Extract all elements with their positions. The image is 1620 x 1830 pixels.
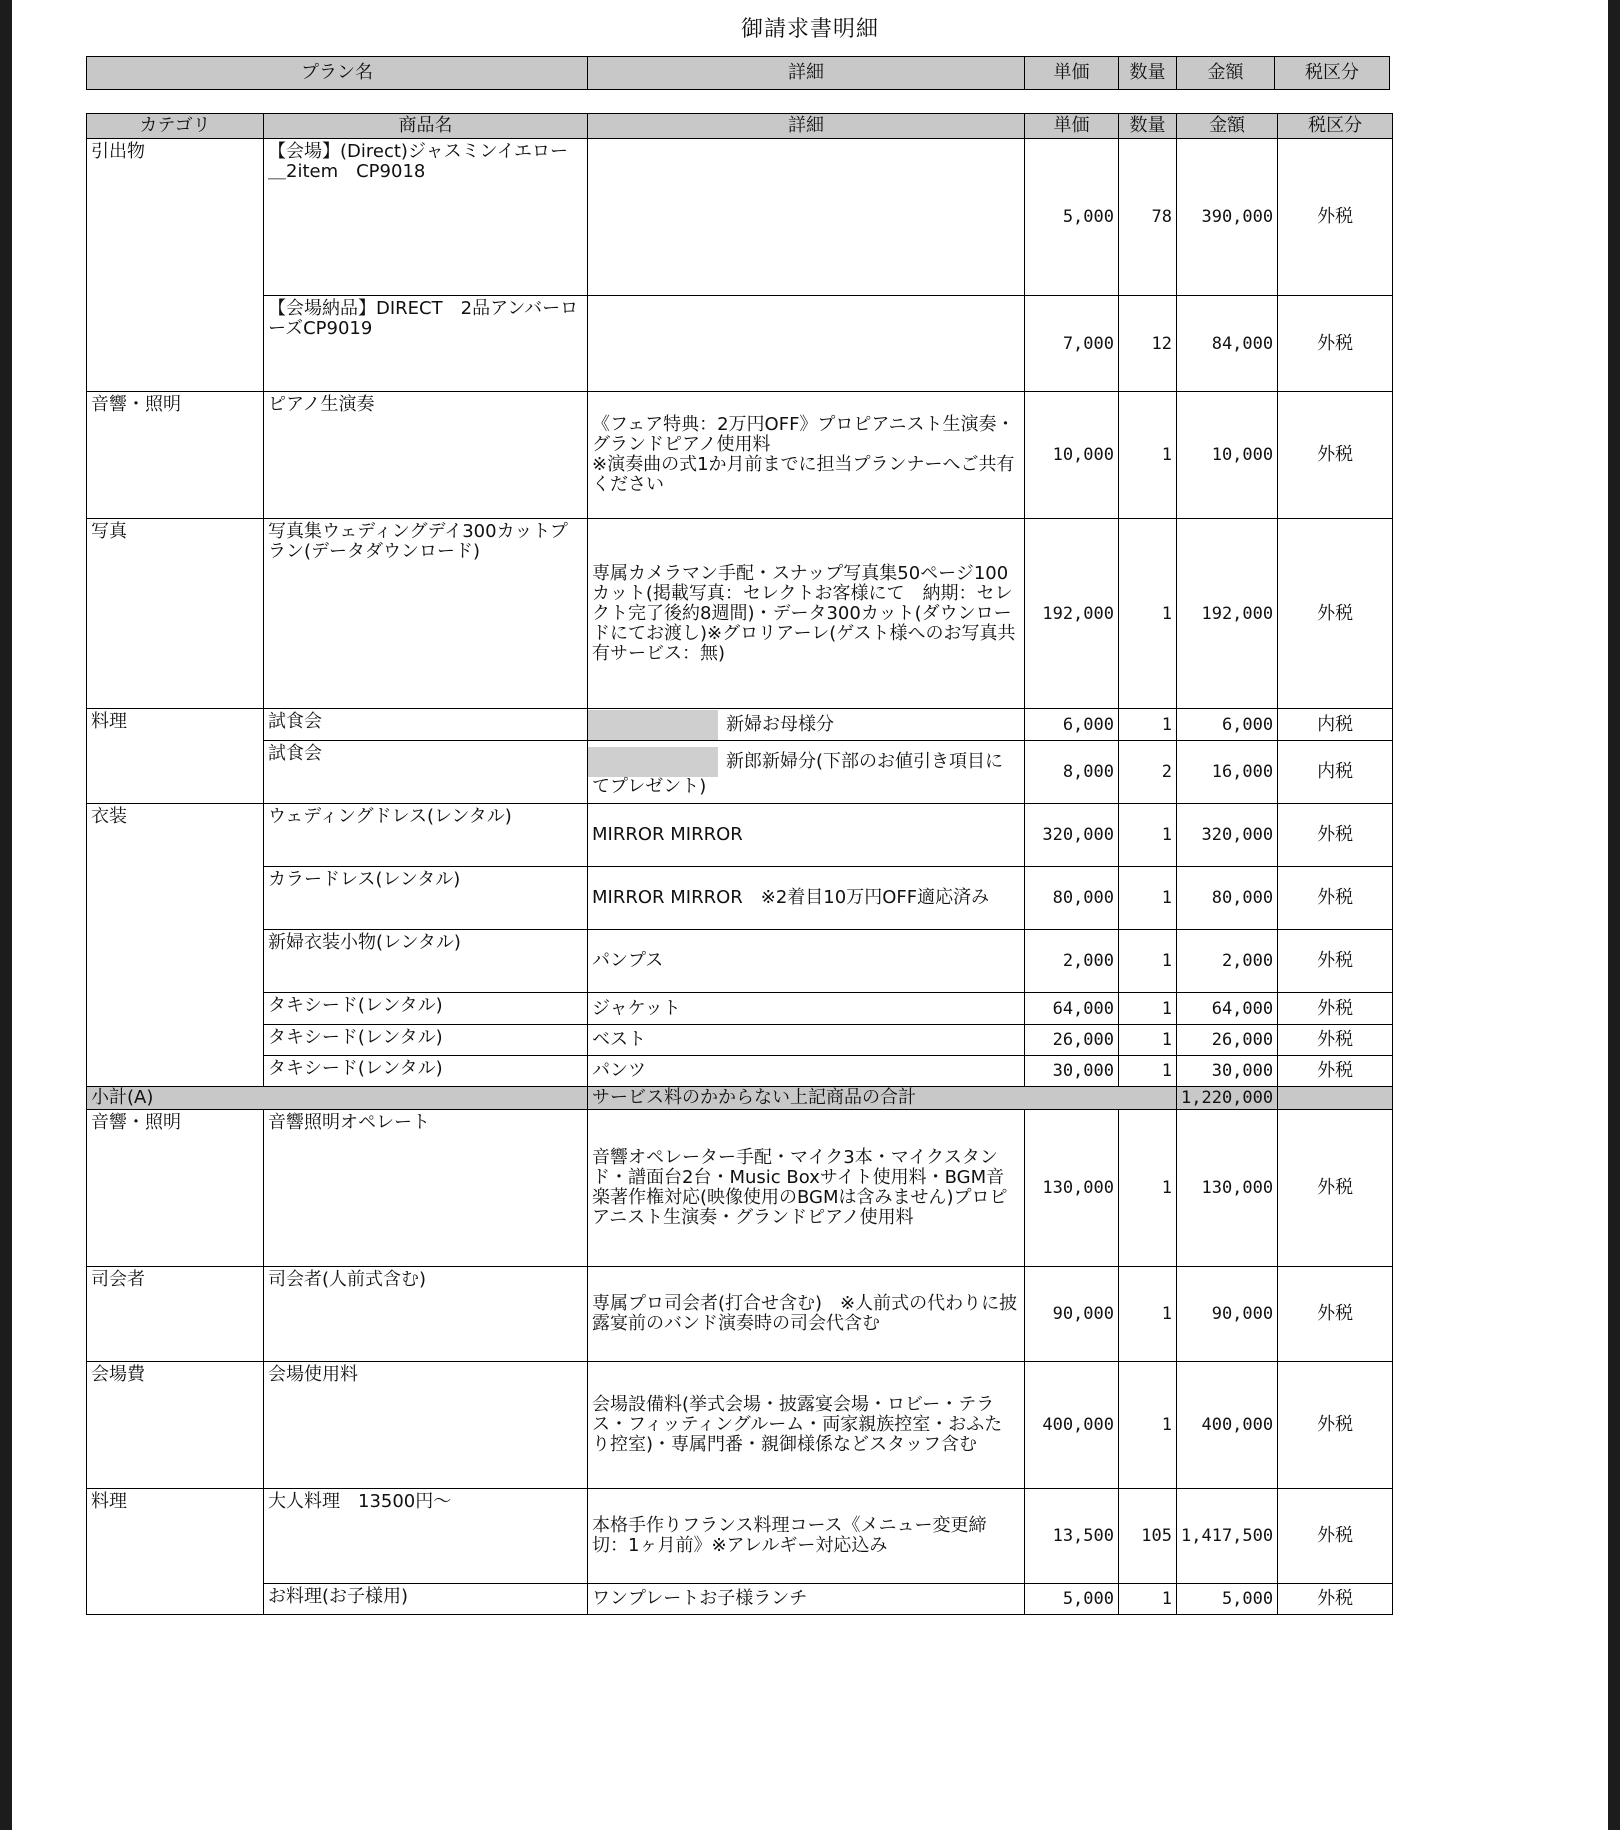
row-category: 料理 [87,1489,264,1615]
redaction-block [588,710,718,740]
row-detail: 《フェア特典：2万円OFF》プロピアニスト生演奏・グランドピアノ使用料 ※演奏曲の式1か月前までに担当プランナーへご共有ください [588,392,1025,519]
row-product-name: 【会場】(Direct)ジャスミンイエロー＿2item CP9018 [264,139,588,296]
row-tax-type: 外税 [1278,1489,1393,1584]
row-quantity: 78 [1119,139,1177,296]
row-amount: 1,417,500 [1177,1489,1278,1584]
header-tax-type: 税区分 [1278,114,1393,139]
row-unit-price: 80,000 [1025,867,1119,930]
row-amount: 10,000 [1177,392,1278,519]
row-detail: パンプス [588,930,1025,993]
row-tax-type: 外税 [1278,1110,1393,1267]
table-row [87,392,1393,519]
header-quantity: 数量 [1119,114,1177,139]
header-amount: 金額 [1177,114,1278,139]
row-amount: 16,000 [1177,741,1278,804]
row-detail [588,741,1025,804]
row-quantity: 1 [1119,1110,1177,1267]
row-detail: MIRROR MIRROR ※2着目10万円OFF適応済み [588,867,1025,930]
row-tax-type: 外税 [1278,296,1393,392]
row-detail [588,709,1025,741]
row-tax-type: 外税 [1278,1025,1393,1056]
header-detail: 詳細 [588,57,1025,90]
row-product-name: ピアノ生演奏 [264,392,588,519]
row-amount: 130,000 [1177,1110,1278,1267]
row-unit-price: 320,000 [1025,804,1119,867]
row-amount: 30,000 [1177,1056,1278,1087]
table-row [87,1267,1393,1362]
table-row [87,741,1393,804]
row-tax-type: 外税 [1278,804,1393,867]
row-category: 音響・照明 [87,1110,264,1267]
plan-table [86,56,1390,90]
header-amount: 金額 [1177,57,1275,90]
row-quantity: 1 [1119,993,1177,1025]
redaction-block [588,747,718,777]
row-tax-type: 外税 [1278,1056,1393,1087]
row-amount: 390,000 [1177,139,1278,296]
row-tax-type: 外税 [1278,519,1393,709]
plan-header-row [87,57,1390,90]
row-quantity: 1 [1119,392,1177,519]
header-tax-type: 税区分 [1275,57,1390,90]
table-row [87,709,1393,741]
row-unit-price: 7,000 [1025,296,1119,392]
row-tax-type: 外税 [1278,1362,1393,1489]
row-tax-type: 内税 [1278,741,1393,804]
row-detail: ワンプレートお子様ランチ [588,1584,1025,1615]
table-row [87,930,1393,993]
row-quantity: 1 [1119,709,1177,741]
row-unit-price: 90,000 [1025,1267,1119,1362]
row-detail [588,139,1025,296]
row-unit-price: 64,000 [1025,993,1119,1025]
row-amount: 320,000 [1177,804,1278,867]
row-product-name: タキシード(レンタル) [264,1056,588,1087]
row-detail: 本格手作りフランス料理コース《メニュー変更締切：1ヶ月前》※アレルギー対応込み [588,1489,1025,1584]
table-row [87,296,1393,392]
table-row [87,1489,1393,1584]
row-product-name: 新婦衣装小物(レンタル) [264,930,588,993]
row-unit-price: 5,000 [1025,139,1119,296]
row-category: 衣装 [87,804,264,1087]
row-quantity: 1 [1119,867,1177,930]
header-detail: 詳細 [588,114,1025,139]
row-amount: 90,000 [1177,1267,1278,1362]
row-tax-type: 外税 [1278,1267,1393,1362]
row-product-name: 会場使用料 [264,1362,588,1489]
row-quantity: 1 [1119,1025,1177,1056]
header-quantity: 数量 [1119,57,1177,90]
row-category: 会場費 [87,1362,264,1489]
invoice-page [12,0,1608,1830]
row-amount: 400,000 [1177,1362,1278,1489]
header-product-name: 商品名 [264,114,588,139]
row-tax-type: 外税 [1278,1584,1393,1615]
table-row [87,519,1393,709]
row-product-name: 大人料理 13500円〜 [264,1489,588,1584]
subtotal-amount: 1,220,000 [1177,1087,1278,1110]
table-row [87,867,1393,930]
item-header-row [87,114,1393,139]
row-category: 料理 [87,709,264,804]
subtotal-row [87,1087,1393,1110]
row-product-name: 司会者(人前式含む) [264,1267,588,1362]
row-quantity: 105 [1119,1489,1177,1584]
row-product-name: ウェディングドレス(レンタル) [264,804,588,867]
row-quantity: 12 [1119,296,1177,392]
row-product-name: カラードレス(レンタル) [264,867,588,930]
row-tax-type: 外税 [1278,930,1393,993]
row-detail: ジャケット [588,993,1025,1025]
row-quantity: 1 [1119,519,1177,709]
row-amount: 5,000 [1177,1584,1278,1615]
row-tax-type: 外税 [1278,993,1393,1025]
row-amount: 26,000 [1177,1025,1278,1056]
row-detail: 専属プロ司会者(打合せ含む) ※人前式の代わりに披露宴前のバンド演奏時の司会代含む [588,1267,1025,1362]
row-amount: 80,000 [1177,867,1278,930]
subtotal-tax-cell [1278,1087,1393,1110]
row-detail: 専属カメラマン手配・スナップ写真集50ページ100カット(掲載写真：セレクトお客様にて 納期：セレクト完了後約8週間)・データ300カット(ダウンロードにてお渡し)※グロリアーレ(ゲスト様へのお写真共有サービス：無) [588,519,1025,709]
row-detail: 会場設備料(挙式会場・披露宴会場・ロビー・テラス・フィッティングルーム・両家親族控室・おふたり控室)・専属門番・親御様係などスタッフ含む [588,1362,1025,1489]
row-tax-type: 外税 [1278,139,1393,296]
subtotal-note: サービス料のかからない上記商品の合計 [588,1087,1177,1110]
row-detail: MIRROR MIRROR [588,804,1025,867]
row-tax-type: 外税 [1278,867,1393,930]
row-unit-price: 2,000 [1025,930,1119,993]
table-row [87,993,1393,1025]
row-amount: 64,000 [1177,993,1278,1025]
item-table [86,113,1393,1615]
row-quantity: 2 [1119,741,1177,804]
row-product-name: タキシード(レンタル) [264,993,588,1025]
row-amount: 192,000 [1177,519,1278,709]
table-row [87,1362,1393,1489]
row-product-name: 試食会 [264,709,588,741]
row-product-name: お料理(お子様用) [264,1584,588,1615]
row-product-name: 【会場納品】DIRECT 2品アンバーローズCP9019 [264,296,588,392]
row-detail: ベスト [588,1025,1025,1056]
table-row [87,1584,1393,1615]
row-unit-price: 8,000 [1025,741,1119,804]
row-quantity: 1 [1119,1056,1177,1087]
row-amount: 84,000 [1177,296,1278,392]
row-quantity: 1 [1119,1362,1177,1489]
row-tax-type: 外税 [1278,392,1393,519]
row-unit-price: 26,000 [1025,1025,1119,1056]
row-unit-price: 130,000 [1025,1110,1119,1267]
row-detail: 音響オペレーター手配・マイク3本・マイクスタンド・譜面台2台・Music Boxサイト使用料・BGM音楽著作権対応(映像使用のBGMは含みません)プロピアニスト生演奏・グランドピアノ使用料 [588,1110,1025,1267]
header-unit-price: 単価 [1025,114,1119,139]
table-row [87,1110,1393,1267]
row-amount: 6,000 [1177,709,1278,741]
row-unit-price: 13,500 [1025,1489,1119,1584]
table-row [87,1025,1393,1056]
header-category: カテゴリ [87,114,264,139]
row-category: 司会者 [87,1267,264,1362]
page-title: 御請求書明細 [740,17,879,42]
row-unit-price: 192,000 [1025,519,1119,709]
table-row [87,1056,1393,1087]
row-detail-text: 新婦お母様分 [726,713,834,735]
table-row [87,139,1393,296]
row-product-name: 試食会 [264,741,588,804]
header-plan-name: プラン名 [87,57,588,90]
row-product-name: 音響照明オペレート [264,1110,588,1267]
row-unit-price: 6,000 [1025,709,1119,741]
row-amount: 2,000 [1177,930,1278,993]
row-unit-price: 5,000 [1025,1584,1119,1615]
row-detail: パンツ [588,1056,1025,1087]
subtotal-label: 小計(A) [87,1087,588,1110]
row-quantity: 1 [1119,1267,1177,1362]
row-product-name: 写真集ウェディングデイ300カットプラン(データダウンロード) [264,519,588,709]
row-unit-price: 10,000 [1025,392,1119,519]
row-quantity: 1 [1119,804,1177,867]
row-tax-type: 内税 [1278,709,1393,741]
header-unit-price: 単価 [1025,57,1119,90]
row-product-name: タキシード(レンタル) [264,1025,588,1056]
row-category: 音響・照明 [87,392,264,519]
row-quantity: 1 [1119,930,1177,993]
row-detail-text: 新郎新婦分(下部のお値引き項目にてプレゼント) [592,751,1004,797]
row-unit-price: 30,000 [1025,1056,1119,1087]
row-detail [588,296,1025,392]
row-category: 引出物 [87,139,264,392]
row-quantity: 1 [1119,1584,1177,1615]
table-row [87,804,1393,867]
row-category: 写真 [87,519,264,709]
row-unit-price: 400,000 [1025,1362,1119,1489]
